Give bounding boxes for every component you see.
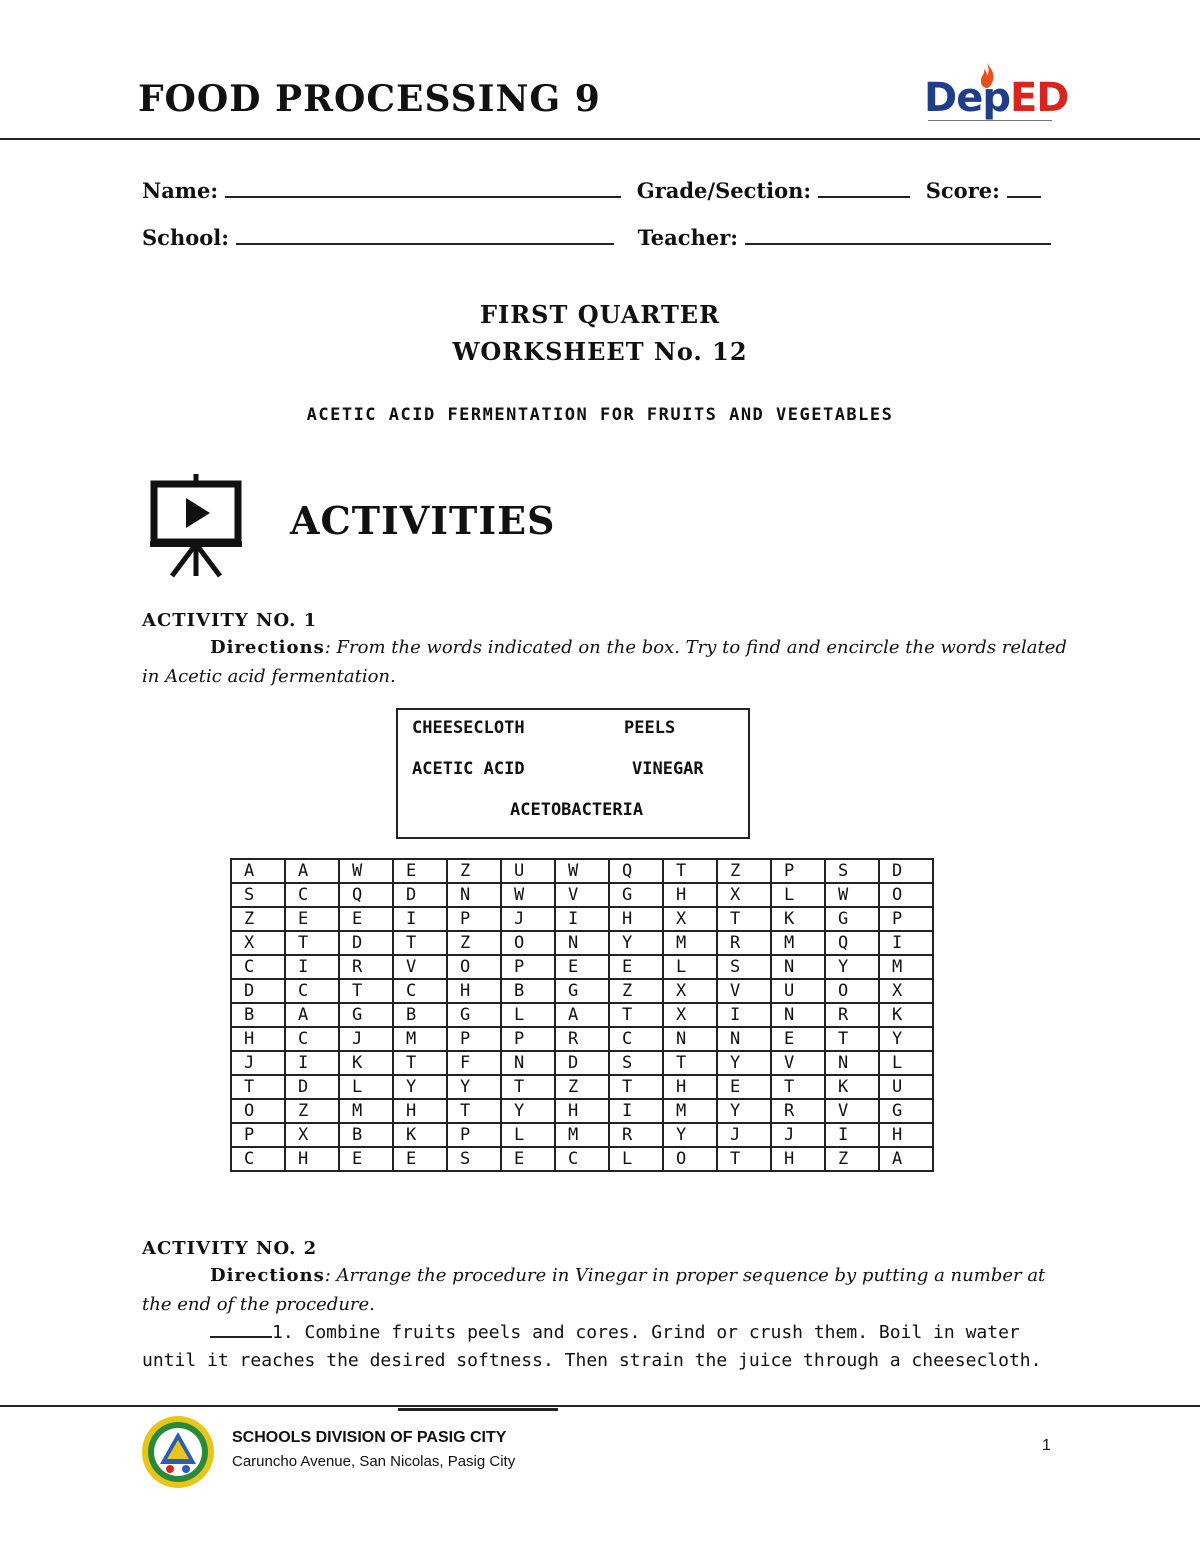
- grid-cell[interactable]: L: [771, 883, 825, 907]
- word-bank-item: VINEGAR: [632, 759, 704, 779]
- grid-cell[interactable]: F: [447, 1051, 501, 1075]
- footer-school-name: SCHOOLS DIVISION OF PASIG CITY: [232, 1429, 507, 1446]
- grid-cell[interactable]: X: [663, 979, 717, 1003]
- fields-row-2: [142, 225, 1051, 250]
- sequence-answer-blank[interactable]: [210, 1318, 272, 1338]
- grid-cell[interactable]: Z: [717, 859, 771, 883]
- grid-cell[interactable]: A: [555, 1003, 609, 1027]
- grid-cell[interactable]: T: [393, 1051, 447, 1075]
- grid-row: [231, 1075, 933, 1099]
- grid-cell[interactable]: W: [339, 859, 393, 883]
- school-field[interactable]: [236, 225, 614, 245]
- grid-cell[interactable]: Y: [663, 1123, 717, 1147]
- page-title: FOOD PROCESSING 9: [138, 78, 601, 120]
- grid-cell[interactable]: L: [501, 1123, 555, 1147]
- grid-row: [231, 1051, 933, 1075]
- grid-cell[interactable]: Q: [609, 859, 663, 883]
- grid-cell[interactable]: D: [393, 883, 447, 907]
- grid-cell[interactable]: V: [555, 883, 609, 907]
- grid-row: [231, 1147, 933, 1171]
- grid-cell[interactable]: I: [393, 907, 447, 931]
- grid-cell[interactable]: K: [771, 907, 825, 931]
- grid-cell[interactable]: D: [555, 1051, 609, 1075]
- grid-row: [231, 1123, 933, 1147]
- grid-cell[interactable]: U: [501, 859, 555, 883]
- grid-cell[interactable]: A: [285, 859, 339, 883]
- grid-cell[interactable]: Z: [447, 859, 501, 883]
- grid-cell[interactable]: E: [717, 1075, 771, 1099]
- grid-cell[interactable]: P: [501, 955, 555, 979]
- grid-cell[interactable]: G: [447, 1003, 501, 1027]
- grid-cell[interactable]: C: [231, 955, 285, 979]
- grid-cell[interactable]: E: [339, 1147, 393, 1171]
- grid-cell[interactable]: I: [285, 955, 339, 979]
- grid-cell[interactable]: I: [609, 1099, 663, 1123]
- grid-cell[interactable]: T: [663, 1051, 717, 1075]
- grid-cell[interactable]: L: [339, 1075, 393, 1099]
- grid-cell[interactable]: E: [501, 1147, 555, 1171]
- grid-cell[interactable]: U: [771, 979, 825, 1003]
- header-divider: [0, 138, 1200, 140]
- grid-cell[interactable]: G: [879, 1099, 933, 1123]
- grid-cell[interactable]: I: [285, 1051, 339, 1075]
- grid-cell[interactable]: O: [501, 931, 555, 955]
- activities-heading: ACTIVITIES: [290, 498, 556, 543]
- division-seal-icon: [140, 1414, 216, 1490]
- grid-cell[interactable]: K: [339, 1051, 393, 1075]
- directions-text: : Arrange the procedure in Vinegar in proper sequence by putting a number at the end of the procedure.: [142, 1265, 1046, 1315]
- grid-cell[interactable]: Z: [447, 931, 501, 955]
- activity-2-directions: [142, 1261, 1072, 1319]
- grid-cell[interactable]: R: [555, 1027, 609, 1051]
- grid-cell[interactable]: U: [879, 1075, 933, 1099]
- grid-cell[interactable]: Q: [339, 883, 393, 907]
- grid-cell[interactable]: T: [231, 1075, 285, 1099]
- grid-row: [231, 859, 933, 883]
- word-bank-item: CHEESECLOTH: [412, 718, 525, 738]
- grid-cell[interactable]: H: [231, 1027, 285, 1051]
- grid-cell[interactable]: C: [609, 1027, 663, 1051]
- grid-row: [231, 1027, 933, 1051]
- grid-cell[interactable]: P: [231, 1123, 285, 1147]
- grid-cell[interactable]: C: [285, 883, 339, 907]
- directions-text: : From the words indicated on the box. Try to find and encircle the words related in Acetic acid fermentation.: [142, 637, 1067, 687]
- grid-cell[interactable]: H: [393, 1099, 447, 1123]
- grid-cell[interactable]: V: [771, 1051, 825, 1075]
- grid-cell[interactable]: X: [663, 1003, 717, 1027]
- grade-section-field[interactable]: [818, 178, 910, 198]
- grid-cell[interactable]: C: [285, 979, 339, 1003]
- grid-cell[interactable]: I: [717, 1003, 771, 1027]
- grid-cell[interactable]: I: [879, 931, 933, 955]
- grid-cell[interactable]: S: [447, 1147, 501, 1171]
- deped-part-dep: Dep: [924, 75, 1010, 121]
- grid-cell[interactable]: K: [879, 1003, 933, 1027]
- grid-cell[interactable]: T: [447, 1099, 501, 1123]
- grid-cell[interactable]: D: [339, 931, 393, 955]
- grid-cell[interactable]: H: [879, 1123, 933, 1147]
- grid-cell[interactable]: R: [717, 931, 771, 955]
- grid-cell[interactable]: R: [609, 1123, 663, 1147]
- deped-tagline-rule: [928, 120, 1052, 129]
- grid-cell[interactable]: Y: [447, 1075, 501, 1099]
- footer-divider: [0, 1405, 1200, 1407]
- grid-cell[interactable]: V: [717, 979, 771, 1003]
- grid-cell[interactable]: N: [717, 1027, 771, 1051]
- grid-cell[interactable]: X: [285, 1123, 339, 1147]
- grid-cell[interactable]: P: [771, 859, 825, 883]
- activity-2-label: ACTIVITY NO. 2: [142, 1238, 318, 1259]
- grid-row: [231, 931, 933, 955]
- grid-cell[interactable]: Y: [717, 1099, 771, 1123]
- grid-cell[interactable]: W: [825, 883, 879, 907]
- grid-cell[interactable]: T: [717, 907, 771, 931]
- grid-cell[interactable]: O: [825, 979, 879, 1003]
- activity-1-directions: [142, 633, 1072, 691]
- grid-cell[interactable]: P: [447, 907, 501, 931]
- deped-logo: [924, 62, 1069, 134]
- grid-cell[interactable]: M: [771, 931, 825, 955]
- deped-wordmark: [924, 76, 1069, 120]
- grid-cell[interactable]: A: [879, 1147, 933, 1171]
- grid-row: [231, 883, 933, 907]
- grid-cell[interactable]: Y: [393, 1075, 447, 1099]
- grid-cell[interactable]: L: [879, 1051, 933, 1075]
- grid-cell[interactable]: M: [879, 955, 933, 979]
- grid-cell[interactable]: G: [609, 883, 663, 907]
- grid-cell[interactable]: D: [231, 979, 285, 1003]
- grid-cell[interactable]: N: [447, 883, 501, 907]
- grid-cell[interactable]: B: [393, 1003, 447, 1027]
- activity-1-label: ACTIVITY NO. 1: [142, 610, 318, 631]
- grid-cell[interactable]: N: [825, 1051, 879, 1075]
- grid-cell[interactable]: R: [339, 955, 393, 979]
- grid-cell[interactable]: N: [501, 1051, 555, 1075]
- grid-cell[interactable]: O: [879, 883, 933, 907]
- score-label: Score:: [925, 178, 1000, 203]
- grid-cell[interactable]: W: [501, 883, 555, 907]
- grid-cell[interactable]: D: [285, 1075, 339, 1099]
- grid-cell[interactable]: H: [771, 1147, 825, 1171]
- grade-section-label: Grade/Section:: [636, 178, 812, 203]
- grid-cell[interactable]: T: [609, 1003, 663, 1027]
- grid-cell[interactable]: M: [663, 1099, 717, 1123]
- grid-cell[interactable]: S: [231, 883, 285, 907]
- directions-key: Directions: [210, 637, 325, 658]
- grid-cell[interactable]: T: [339, 979, 393, 1003]
- procedure-step: [142, 1318, 1072, 1375]
- fields-row-1: [142, 178, 1041, 203]
- grid-cell[interactable]: Y: [501, 1099, 555, 1123]
- grid-cell[interactable]: P: [879, 907, 933, 931]
- grid-cell[interactable]: H: [663, 1075, 717, 1099]
- grid-cell[interactable]: C: [231, 1147, 285, 1171]
- grid-cell[interactable]: H: [447, 979, 501, 1003]
- grid-cell[interactable]: Q: [825, 931, 879, 955]
- grid-cell[interactable]: E: [339, 907, 393, 931]
- grid-cell[interactable]: G: [339, 1003, 393, 1027]
- grid-cell[interactable]: H: [663, 883, 717, 907]
- word-search-table: [230, 858, 934, 1172]
- grid-cell[interactable]: P: [447, 1027, 501, 1051]
- grid-cell[interactable]: I: [555, 907, 609, 931]
- grid-row: [231, 1003, 933, 1027]
- grid-cell[interactable]: Y: [609, 931, 663, 955]
- grid-cell[interactable]: P: [501, 1027, 555, 1051]
- grid-cell[interactable]: N: [771, 1003, 825, 1027]
- word-bank-item: ACETIC ACID: [412, 759, 525, 779]
- grid-cell[interactable]: D: [879, 859, 933, 883]
- topic-title: ACETIC ACID FERMENTATION FOR FRUITS AND VEGETABLES: [306, 405, 894, 425]
- grid-cell[interactable]: J: [717, 1123, 771, 1147]
- grid-cell[interactable]: M: [393, 1027, 447, 1051]
- procedure-step-text: 1. Combine fruits peels and cores. Grind or crush them. Boil in water until it reaches the desired softness. Then strain the juice through a cheesecloth.: [142, 1322, 1042, 1371]
- grid-cell[interactable]: B: [339, 1123, 393, 1147]
- score-field[interactable]: [1007, 178, 1041, 198]
- quarter-title: FIRST QUARTER: [479, 300, 721, 329]
- footer-school-address: Caruncho Avenue, San Nicolas, Pasig City: [232, 1453, 516, 1470]
- grid-cell[interactable]: B: [231, 1003, 285, 1027]
- grid-cell[interactable]: M: [339, 1099, 393, 1123]
- grid-cell[interactable]: B: [501, 979, 555, 1003]
- grid-cell[interactable]: X: [231, 931, 285, 955]
- grid-row: [231, 979, 933, 1003]
- grid-cell[interactable]: X: [879, 979, 933, 1003]
- grid-cell[interactable]: X: [717, 883, 771, 907]
- page-number: 1: [1042, 1437, 1051, 1454]
- grid-cell[interactable]: I: [825, 1123, 879, 1147]
- grid-cell[interactable]: N: [771, 955, 825, 979]
- grid-cell[interactable]: A: [285, 1003, 339, 1027]
- grid-cell[interactable]: P: [447, 1123, 501, 1147]
- grid-cell[interactable]: G: [825, 907, 879, 931]
- worksheet-number: WORKSHEET No. 12: [452, 337, 748, 366]
- grid-cell[interactable]: N: [663, 1027, 717, 1051]
- grid-cell[interactable]: Z: [285, 1099, 339, 1123]
- grid-cell[interactable]: C: [285, 1027, 339, 1051]
- grid-cell[interactable]: H: [609, 907, 663, 931]
- grid-cell[interactable]: V: [393, 955, 447, 979]
- word-bank-item: ACETOBACTERIA: [510, 800, 644, 820]
- footer-accent-bar: [398, 1408, 558, 1411]
- grid-cell[interactable]: V: [825, 1099, 879, 1123]
- grid-cell[interactable]: T: [393, 931, 447, 955]
- grid-cell[interactable]: R: [825, 1003, 879, 1027]
- grid-cell[interactable]: T: [501, 1075, 555, 1099]
- word-bank-box: [396, 708, 750, 839]
- grid-cell[interactable]: H: [285, 1147, 339, 1171]
- grid-cell[interactable]: M: [663, 931, 717, 955]
- grid-cell[interactable]: J: [771, 1123, 825, 1147]
- grid-cell[interactable]: T: [717, 1147, 771, 1171]
- grid-cell[interactable]: K: [393, 1123, 447, 1147]
- grid-cell[interactable]: K: [825, 1075, 879, 1099]
- grid-cell[interactable]: T: [609, 1075, 663, 1099]
- word-bank-item: PEELS: [624, 718, 676, 738]
- directions-key: Directions: [210, 1265, 325, 1286]
- grid-cell[interactable]: J: [501, 907, 555, 931]
- grid-cell[interactable]: N: [555, 931, 609, 955]
- grid-cell[interactable]: R: [771, 1099, 825, 1123]
- school-label: School:: [142, 225, 229, 250]
- grid-cell[interactable]: M: [555, 1123, 609, 1147]
- grid-cell[interactable]: L: [501, 1003, 555, 1027]
- name-field[interactable]: [225, 178, 621, 198]
- grid-cell[interactable]: J: [231, 1051, 285, 1075]
- grid-cell[interactable]: Y: [717, 1051, 771, 1075]
- grid-cell[interactable]: W: [555, 859, 609, 883]
- grid-row: [231, 907, 933, 931]
- grid-cell[interactable]: E: [609, 955, 663, 979]
- grid-cell[interactable]: H: [555, 1099, 609, 1123]
- grid-cell[interactable]: E: [393, 1147, 447, 1171]
- teacher-field[interactable]: [745, 225, 1051, 245]
- grid-cell[interactable]: Z: [231, 907, 285, 931]
- grid-cell[interactable]: T: [285, 931, 339, 955]
- grid-cell[interactable]: E: [285, 907, 339, 931]
- grid-cell[interactable]: O: [663, 1147, 717, 1171]
- grid-cell[interactable]: S: [825, 859, 879, 883]
- grid-cell[interactable]: Z: [825, 1147, 879, 1171]
- word-search-grid: [230, 858, 934, 1172]
- grid-cell[interactable]: Z: [609, 979, 663, 1003]
- grid-cell[interactable]: E: [771, 1027, 825, 1051]
- grid-cell[interactable]: Y: [825, 955, 879, 979]
- grid-cell[interactable]: S: [717, 955, 771, 979]
- grid-row: [231, 1099, 933, 1123]
- grid-cell[interactable]: Z: [555, 1075, 609, 1099]
- grid-cell[interactable]: G: [555, 979, 609, 1003]
- grid-row: [231, 955, 933, 979]
- presentation-board-play-icon: [150, 474, 242, 578]
- grid-cell[interactable]: O: [447, 955, 501, 979]
- grid-cell[interactable]: C: [393, 979, 447, 1003]
- grid-cell[interactable]: L: [609, 1147, 663, 1171]
- teacher-label: Teacher:: [637, 225, 739, 250]
- grid-cell[interactable]: T: [825, 1027, 879, 1051]
- grid-cell[interactable]: E: [555, 955, 609, 979]
- grid-cell[interactable]: L: [663, 955, 717, 979]
- deped-part-ed: ED: [1009, 75, 1069, 121]
- grid-cell[interactable]: O: [231, 1099, 285, 1123]
- grid-cell[interactable]: A: [231, 859, 285, 883]
- grid-cell[interactable]: J: [339, 1027, 393, 1051]
- name-label: Name:: [142, 178, 219, 203]
- grid-cell[interactable]: T: [663, 859, 717, 883]
- grid-cell[interactable]: X: [663, 907, 717, 931]
- grid-cell[interactable]: E: [393, 859, 447, 883]
- grid-cell[interactable]: S: [609, 1051, 663, 1075]
- grid-cell[interactable]: Y: [879, 1027, 933, 1051]
- grid-cell[interactable]: T: [771, 1075, 825, 1099]
- grid-cell[interactable]: C: [555, 1147, 609, 1171]
